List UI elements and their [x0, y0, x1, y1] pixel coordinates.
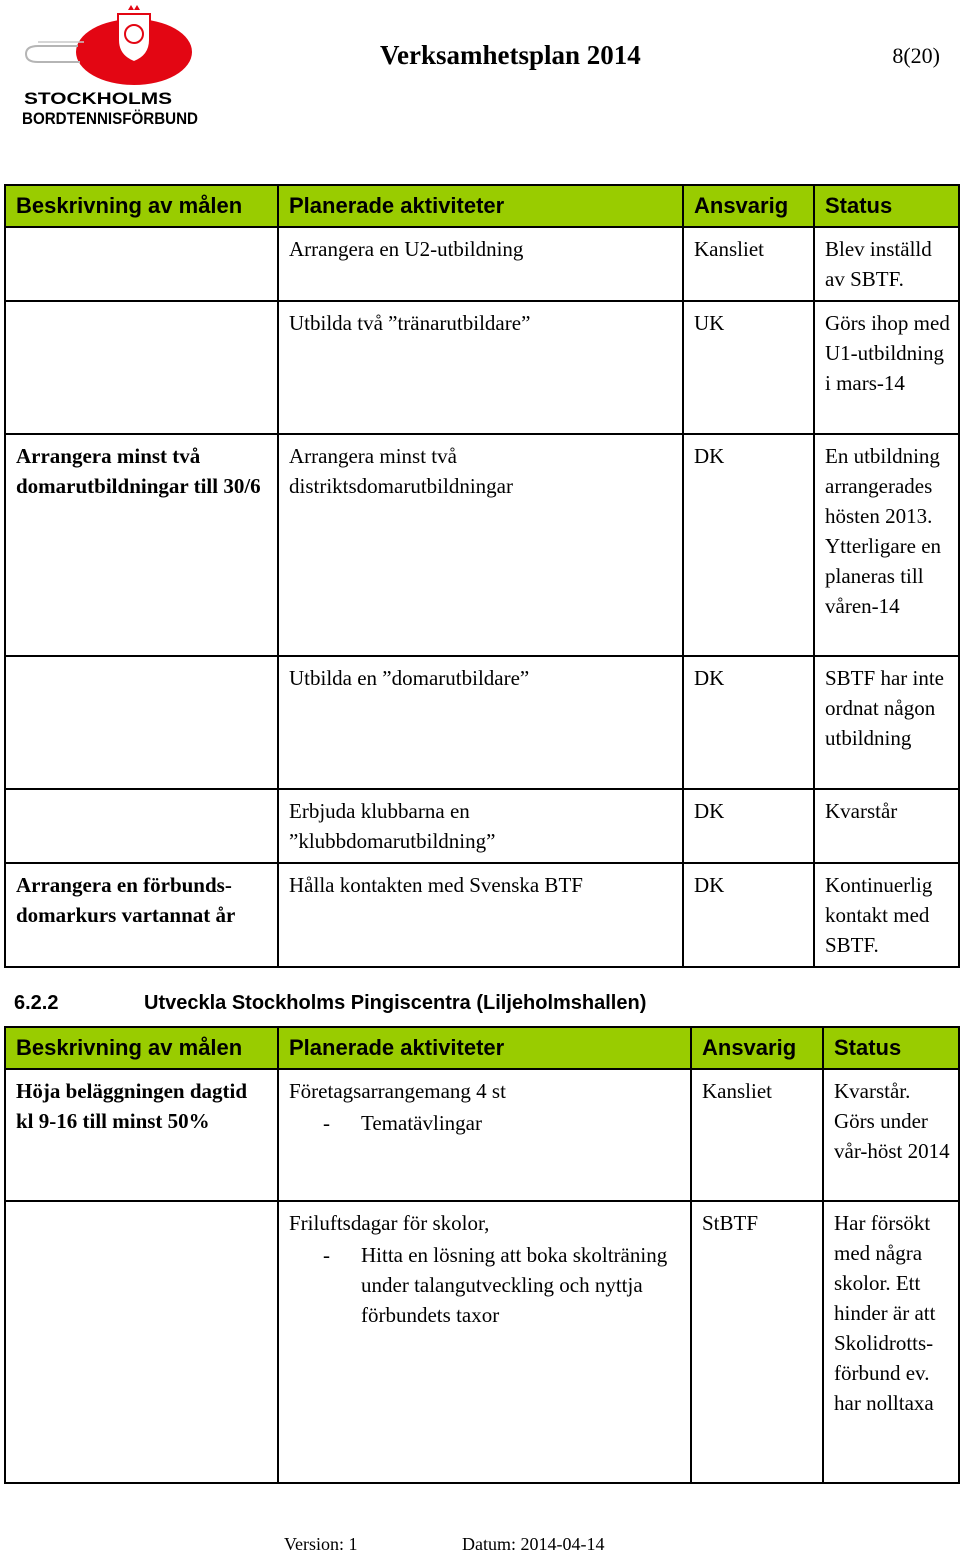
- list-item: - Tematävlingar: [323, 1111, 482, 1135]
- activity-cell: Hålla kontakten med Svenska BTF: [278, 863, 683, 967]
- page-number: 8(20): [892, 43, 940, 68]
- plan-table-2: [4, 1026, 960, 1484]
- header-activities: Planerade aktiviteter: [278, 1027, 691, 1069]
- section-number: 6.2.2: [14, 992, 59, 1014]
- activity-text: Friluftsdagar för skolor,: [289, 1211, 490, 1235]
- status-cell: Kontinuerlig kontakt med SBTF.: [814, 863, 959, 967]
- header-responsible: Ansvarig: [683, 185, 814, 227]
- activity-cell: Arrangera minst två distriktsdomarutbildningar: [278, 434, 683, 656]
- activity-cell: Utbilda två ”tränarutbildare”: [278, 301, 683, 434]
- table-row: [5, 1201, 959, 1483]
- responsible-cell: StBTF: [691, 1201, 823, 1483]
- header-responsible: Ansvarig: [691, 1027, 823, 1069]
- header-activities: Planerade aktiviteter: [278, 185, 683, 227]
- activity-cell: Erbjuda klubbarna en ”klubbdomarutbildning”: [278, 789, 683, 863]
- responsible-cell: DK: [683, 863, 814, 967]
- bullet-text: Tematävlingar: [361, 1111, 482, 1135]
- table-row: [5, 863, 959, 967]
- status-cell: Kvarstår. Görs under vår-höst 2014: [823, 1069, 959, 1201]
- section-title: Utveckla Stockholms Pingiscentra (Liljeholmshallen): [144, 992, 647, 1014]
- table-row: [5, 656, 959, 789]
- activity-cell: Arrangera en U2-utbildning: [278, 227, 683, 301]
- section-heading: [14, 992, 646, 1015]
- header-goals: Beskrivning av målen: [5, 185, 278, 227]
- goal-cell: [5, 301, 278, 434]
- status-cell: Har försökt med några skolor. Ett hinder är att Skolidrotts-förbund ev. har nolltaxa: [823, 1201, 959, 1483]
- responsible-cell: DK: [683, 789, 814, 863]
- activity-text: Företagsarrangemang 4 st: [289, 1079, 506, 1103]
- table-row: [5, 1069, 959, 1201]
- logo-line1: STOCKHOLMS: [24, 89, 172, 108]
- activity-cell: [278, 1069, 691, 1201]
- responsible-cell: DK: [683, 656, 814, 789]
- activity-bullets: [289, 1240, 682, 1330]
- table-row: [5, 789, 959, 863]
- responsible-cell: UK: [683, 301, 814, 434]
- federation-logo: [18, 2, 200, 128]
- bullet-text: Hitta en lösning att boka skolträning under talangutveckling och nyttja förbundets taxor: [361, 1243, 668, 1327]
- table-header-row: [5, 1027, 959, 1069]
- activity-cell: Utbilda en ”domarutbildare”: [278, 656, 683, 789]
- status-cell: En utbildning arrangerades hösten 2013. Ytterligare en planeras till våren-14: [814, 434, 959, 656]
- header-goals: Beskrivning av målen: [5, 1027, 278, 1069]
- goal-cell: [5, 227, 278, 301]
- activity-bullets: [289, 1108, 682, 1138]
- status-cell: SBTF har inte ordnat någon utbildning: [814, 656, 959, 789]
- goal-cell: [5, 789, 278, 863]
- plan-table-1: [4, 184, 960, 968]
- crest-icon: [118, 14, 150, 62]
- status-cell: Blev inställd av SBTF.: [814, 227, 959, 301]
- status-cell: Görs ihop med U1-utbildning i mars-14: [814, 301, 959, 434]
- responsible-cell: DK: [683, 434, 814, 656]
- responsible-cell: Kansliet: [683, 227, 814, 301]
- table-row: [5, 301, 959, 434]
- responsible-cell: Kansliet: [691, 1069, 823, 1201]
- goal-cell: Arrangera minst två domarutbildningar till 30/6: [5, 434, 278, 656]
- footer-version: Version: 1: [284, 1534, 358, 1554]
- table-row: [5, 434, 959, 656]
- table-row: [5, 227, 959, 301]
- activity-cell: [278, 1201, 691, 1483]
- list-item: - Hitta en lösning att boka skolträning under talangutveckling och nyttja förbundets taxor: [323, 1243, 668, 1327]
- logo-line2: BORDTENNISFÖRBUND: [22, 109, 198, 128]
- table-header-row: [5, 185, 959, 227]
- header-status: Status: [814, 185, 959, 227]
- header-status: Status: [823, 1027, 959, 1069]
- document-title: Verksamhetsplan 2014: [380, 40, 641, 70]
- status-cell: Kvarstår: [814, 789, 959, 863]
- goal-cell: [5, 656, 278, 789]
- footer-date: Datum: 2014-04-14: [462, 1534, 605, 1554]
- goal-cell: Arrangera en förbunds-domarkurs vartannat år: [5, 863, 278, 967]
- goal-cell: Höja beläggningen dagtid kl 9-16 till minst 50%: [5, 1069, 278, 1201]
- goal-cell: [5, 1201, 278, 1483]
